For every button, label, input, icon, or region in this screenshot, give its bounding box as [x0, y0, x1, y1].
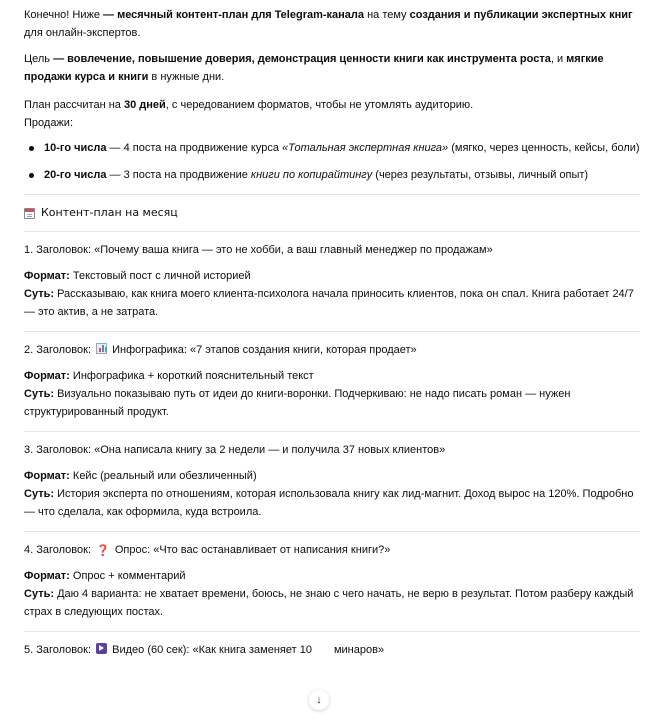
item-essence: Суть: Визуально показываю путь от идеи до книги-воронки. Подчеркиваю: не надо писать роман — нужен структурированный продукт. [24, 388, 571, 418]
plan-paragraph: План рассчитан на 30 дней, с чередованием форматов, чтобы не утомлять аудиторию. [24, 99, 474, 111]
content-item-5 [24, 641, 640, 659]
content-item-1 [24, 241, 640, 321]
content-item-3 [24, 441, 640, 521]
arrow-down-icon: ↓ [316, 694, 322, 706]
list-item: 20-го числа — 3 поста на продвижение книги по копирайтингу (через результаты, отзывы, личный опыт) [24, 166, 640, 184]
item-essence: Суть: Даю 4 варианта: не хватает времени, боюсь, не знаю с чего начать, не верю в результат. Потом разберу каждый страх в следующих постах. [24, 588, 634, 618]
item-essence: Суть: История эксперта по отношениям, которая использовала книгу как лид-магнит. Доход вырос на 120%. Подробно — что сделала, как оформила, куда встроила. [24, 488, 634, 518]
item-format: Формат: Кейс (реальный или обезличенный) [24, 470, 257, 482]
video-camera-icon [96, 643, 107, 654]
chat-message [24, 6, 640, 667]
scroll-to-bottom-button[interactable] [309, 690, 329, 710]
item-format: Формат: Опрос + комментарий [24, 570, 186, 582]
divider [24, 631, 640, 632]
item-title: 2. Заголовок: Инфографика: «7 этапов создания книги, которая продает» [24, 344, 417, 356]
intro-paragraph: Конечно! Ниже — месячный контент-план для Telegram-канала на тему создания и публикации экспертных книг для онлайн-экспертов. [24, 9, 633, 39]
calendar-icon [24, 208, 35, 219]
divider [24, 231, 640, 232]
item-essence: Суть: Рассказываю, как книга моего клиента-психолога начала приносить клиентов, пока он спал. Книга работает 24/7 — это актив, а не затрата. [24, 288, 634, 318]
list-item: 10-го числа — 4 поста на продвижение курса «Тотальная экспертная книга» (мягко, через ценность, кейсы, боли) [24, 139, 640, 157]
sales-list [24, 139, 640, 184]
section-heading: Контент-план на месяц [24, 204, 640, 222]
content-item-2 [24, 341, 640, 421]
goal-paragraph: Цель — вовлечение, повышение доверия, демонстрация ценности книги как инструмента роста, и мягкие продажи курса и книги в нужные дни. [24, 53, 604, 83]
item-title: 1. Заголовок: «Почему ваша книга — это не хобби, а ваш главный менеджер по продажам» [24, 244, 493, 256]
item-title: 3. Заголовок: «Она написала книгу за 2 недели — и получила 37 новых клиентов» [24, 444, 446, 456]
item-format: Формат: Инфографика + короткий пояснительный текст [24, 370, 314, 382]
divider [24, 431, 640, 432]
bottom-fade [0, 712, 658, 722]
question-mark-icon: ❓ [96, 545, 110, 557]
sales-label: Продажи: [24, 117, 73, 129]
item-title: 4. Заголовок: ❓ Опрос: «Что вас останавливает от написания книги?» [24, 544, 391, 557]
divider [24, 331, 640, 332]
item-title: 5. Заголовок: Видео (60 сек): «Как книга заменяет 10 минаров» [24, 644, 385, 656]
divider [24, 531, 640, 532]
divider [24, 194, 640, 195]
bar-chart-icon [96, 343, 107, 354]
item-format: Формат: Текстовый пост с личной историей [24, 270, 251, 282]
content-item-4 [24, 541, 640, 621]
